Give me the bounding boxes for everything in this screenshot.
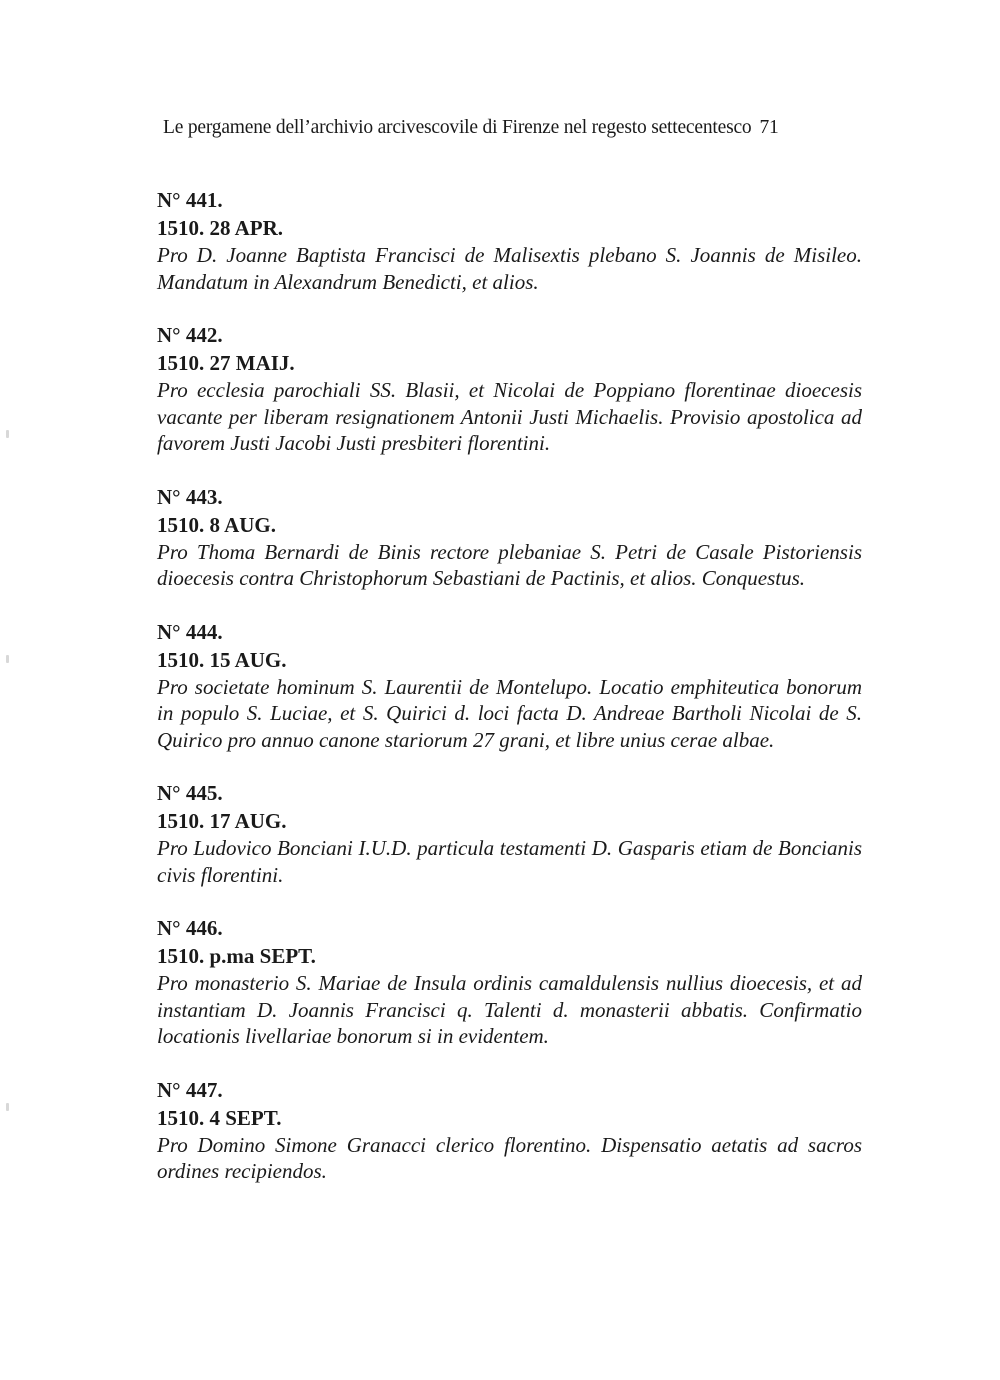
entry-445 bbox=[157, 779, 862, 888]
entry-date: 1510. 28 APR. bbox=[157, 216, 283, 240]
entry-date: 1510. p.ma SEPT. bbox=[157, 944, 316, 968]
entry-447 bbox=[157, 1076, 862, 1185]
entry-number: N° 441. bbox=[157, 188, 223, 212]
entry-text: Pro monasterio S. Mariae de Insula ordinis camaldulensis nullius dioecesis, et ad instantiam D. Joannis Francisci q. Talenti d. monasterii abbatis. Confirmatio locationis livellariae bonorum si in evidentem. bbox=[157, 971, 862, 1048]
entry-date: 1510. 15 AUG. bbox=[157, 647, 287, 672]
entry-441 bbox=[157, 186, 862, 295]
entry-text: Pro Thoma Bernardi de Binis rectore plebaniae S. Petri de Casale Pistoriensis dioecesis contra Christophorum Sebastiani de Pactinis, et alios. Conquestus. bbox=[157, 539, 862, 590]
entry-number: N° 445. bbox=[157, 781, 223, 805]
entry-number: N° 444. bbox=[157, 619, 223, 644]
running-title: Le pergamene dell’archivio arcivescovile di Firenze nel regesto settecentesco bbox=[163, 117, 752, 138]
scan-edge-mark bbox=[6, 655, 9, 663]
entry-number: N° 446. bbox=[157, 916, 223, 940]
entry-text: Pro Ludovico Bonciani I.U.D. particula testamenti D. Gasparis etiam de Boncianis civis florentini. bbox=[157, 836, 862, 887]
entry-442 bbox=[157, 321, 862, 457]
entry-date: 1510. 17 AUG. bbox=[157, 809, 287, 833]
entry-date: 1510. 4 SEPT. bbox=[157, 1105, 282, 1130]
scan-edge-mark bbox=[6, 1103, 9, 1111]
entry-list bbox=[157, 186, 862, 1211]
scan-edge-mark bbox=[6, 430, 9, 438]
entry-text: Pro ecclesia parochiali SS. Blasii, et Nicolai de Poppiano florentinae dioecesis vacante per liberam resignationem Antonii Justi Michaelis. Provisio apostolica ad favorem Justi Jacobi Justi presbiteri florentini. bbox=[157, 378, 862, 455]
entry-444 bbox=[157, 618, 862, 754]
entry-number: N° 443. bbox=[157, 484, 223, 509]
entry-text: Pro societate hominum S. Laurentii de Montelupo. Locatio emphiteutica bonorum in populo S. Luciae, et S. Quirici d. loci facta D. Andreae Bartholi Nicolai de S. Quirico pro annuo canone stariorum 27 grani, et libre unius cerae albae. bbox=[157, 674, 862, 752]
running-head bbox=[163, 117, 863, 139]
entry-number: N° 442. bbox=[157, 323, 223, 347]
entry-number: N° 447. bbox=[157, 1077, 223, 1102]
entry-text: Pro D. Joanne Baptista Francisci de Malisextis plebano S. Joannis de Misileo. Mandatum in Alexandrum Benedicti, et alios. bbox=[157, 243, 862, 294]
entry-date: 1510. 8 AUG. bbox=[157, 512, 277, 537]
entry-text: Pro Domino Simone Granacci clerico florentino. Dispensatio aetatis ad sacros ordines recipiendos. bbox=[157, 1132, 862, 1183]
entry-446 bbox=[157, 914, 862, 1050]
entry-date: 1510. 27 MAIJ. bbox=[157, 351, 295, 375]
entry-443 bbox=[157, 483, 862, 592]
page-number: 71 bbox=[759, 117, 779, 138]
